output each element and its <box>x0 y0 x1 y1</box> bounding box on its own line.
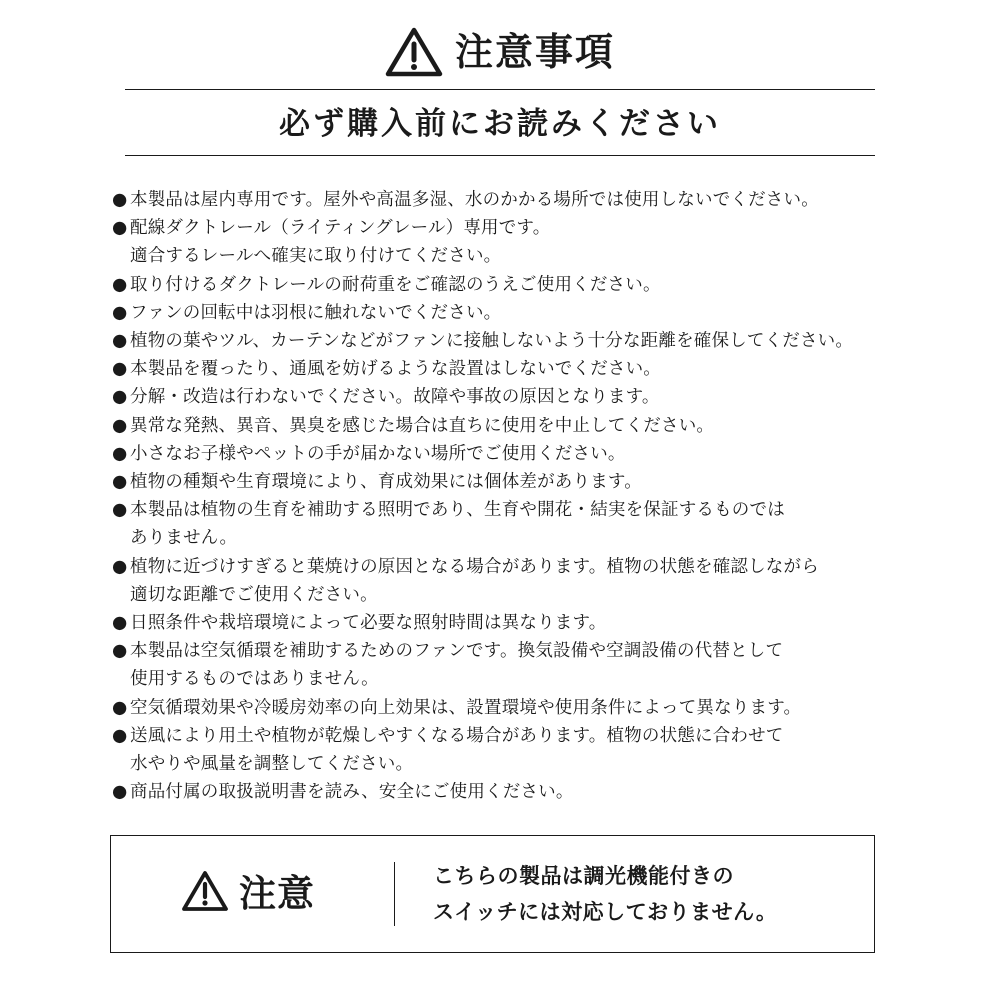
bullet-mark: ● <box>112 190 128 210</box>
note-item <box>112 355 902 383</box>
note-item <box>112 327 902 355</box>
bullet-mark: ● <box>112 641 128 662</box>
caution-box <box>110 835 875 953</box>
note-item <box>112 468 902 496</box>
page-subtitle: 必ず購入前にお読みください <box>279 106 721 142</box>
note-text: 植物の葉やツル、カーテンなどがファンに接触しないよう十分な距離を確保してください。 <box>130 331 854 352</box>
top-divider <box>125 89 875 90</box>
bullet-mark: ● <box>112 359 128 380</box>
caution-text <box>433 858 777 930</box>
bullet-mark: ● <box>112 500 128 521</box>
note-item <box>112 440 902 468</box>
bullet-mark: ● <box>112 415 128 436</box>
note-text: 適切な距離でご使用ください。 <box>130 584 378 605</box>
note-text: 本製品は屋内専用です。屋外や高温多湿、水のかかる場所では使用しないでください。 <box>130 190 819 210</box>
note-text: 適合するレールへ確実に取り付けてください。 <box>130 246 502 267</box>
page-title: 注意事項 <box>454 30 615 74</box>
note-item <box>112 637 902 693</box>
note-text: 送風により用土や植物が乾燥しやすくなる場合があります。植物の状態に合わせて <box>130 725 784 746</box>
note-item <box>112 299 902 327</box>
note-item <box>112 412 902 440</box>
note-item <box>112 722 902 778</box>
note-text: ありません。 <box>130 528 238 549</box>
note-text: 異常な発熱、異音、異臭を感じた場合は直ちに使用を中止してください。 <box>130 415 715 436</box>
note-item <box>112 383 902 411</box>
notes-list <box>112 186 902 806</box>
note-item <box>112 214 902 270</box>
bullet-mark: ● <box>112 556 128 577</box>
caution-label: 注意 <box>239 872 315 915</box>
note-text: 小さなお子様やペットの手が届かない場所でご使用ください。 <box>130 443 626 464</box>
caution-text-line: こちらの製品は調光機能付きの <box>433 864 734 888</box>
note-text: 商品付属の取扱説明書を読み、安全にご使用ください。 <box>130 782 574 803</box>
note-item <box>112 778 902 806</box>
note-item <box>112 186 902 214</box>
bullet-mark: ● <box>112 443 128 464</box>
note-text: 日照条件や栽培環境によって必要な照射時間は異なります。 <box>130 613 607 634</box>
caution-text-line: スイッチには対応しておりません。 <box>433 900 778 924</box>
bullet-mark: ● <box>112 218 128 239</box>
note-text: 取り付けるダクトレールの耐荷重をご確認のうえご使用ください。 <box>130 274 661 295</box>
warning-triangle-icon <box>385 27 443 77</box>
bullet-mark: ● <box>112 274 128 295</box>
bullet-mark: ● <box>112 782 128 803</box>
bullet-mark: ● <box>112 302 128 323</box>
note-text: 配線ダクトレール（ライティングレール）専用です。 <box>130 218 551 239</box>
note-item <box>112 609 902 637</box>
note-text: 本製品は植物の生育を補助する照明であり、生育や開花・結実を保証するものでは <box>130 500 785 521</box>
note-item <box>112 553 902 609</box>
note-text: 使用するものではありません。 <box>130 669 379 690</box>
bottom-divider <box>125 155 875 156</box>
warning-triangle-icon <box>181 870 229 912</box>
caution-divider <box>394 862 395 926</box>
bullet-mark: ● <box>112 331 128 352</box>
note-text: 植物に近づけすぎると葉焼けの原因となる場合があります。植物の状態を確認しながら <box>130 556 819 577</box>
note-item <box>112 694 902 722</box>
note-text: 本製品は空気循環を補助するためのファンです。換気設備や空調設備の代替として <box>130 641 784 662</box>
note-text: 植物の種類や生育環境により、育成効果には個体差があります。 <box>130 472 642 493</box>
note-item <box>112 271 902 299</box>
page-header <box>0 22 1000 82</box>
bullet-mark: ● <box>112 697 128 718</box>
bullet-mark: ● <box>112 387 128 408</box>
note-text: 本製品を覆ったり、通風を妨げるような設置はしないでください。 <box>130 359 661 380</box>
bullet-mark: ● <box>112 725 128 746</box>
bullet-mark: ● <box>112 472 128 493</box>
note-text: 空気循環効果や冷暖房効率の向上効果は、設置環境や使用条件によって異なります。 <box>130 697 802 718</box>
note-text: 水やりや風量を調整してください。 <box>130 754 414 775</box>
bullet-mark: ● <box>112 613 128 634</box>
note-item <box>112 496 902 552</box>
note-text: ファンの回転中は羽根に触れないでください。 <box>130 302 502 323</box>
note-text: 分解・改造は行わないでください。故障や事故の原因となります。 <box>130 387 660 408</box>
